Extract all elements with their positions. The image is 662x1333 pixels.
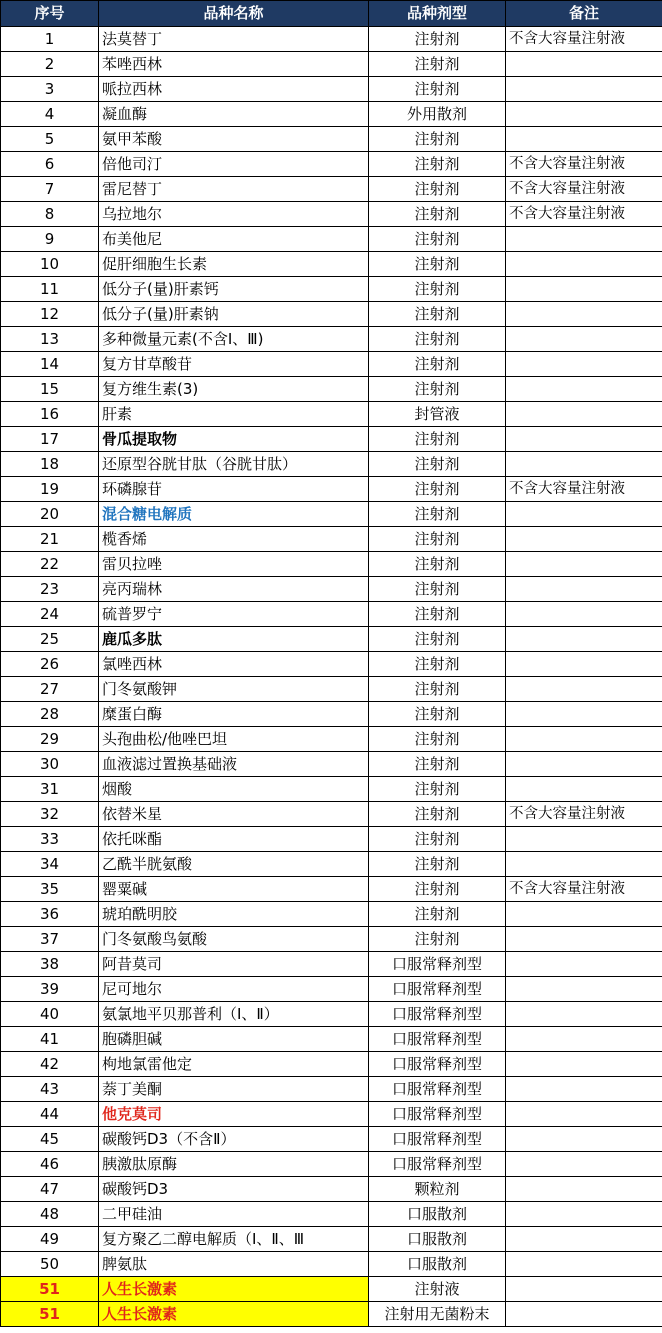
table-row bbox=[1, 252, 662, 277]
table-row bbox=[1, 877, 662, 902]
dosage-form: 口服常释剂型 bbox=[369, 1152, 506, 1177]
table-row bbox=[1, 77, 662, 102]
row-number: 16 bbox=[1, 402, 99, 427]
drug-name: 烟酸 bbox=[99, 777, 369, 802]
remark bbox=[506, 1077, 662, 1102]
dosage-form: 注射剂 bbox=[369, 177, 506, 202]
remark bbox=[506, 652, 662, 677]
dosage-form: 封管液 bbox=[369, 402, 506, 427]
remark bbox=[506, 502, 662, 527]
table-row bbox=[1, 27, 662, 52]
remark bbox=[506, 1052, 662, 1077]
table-row bbox=[1, 977, 662, 1002]
table-row bbox=[1, 1052, 662, 1077]
remark bbox=[506, 127, 662, 152]
remark bbox=[506, 1227, 662, 1252]
table-row bbox=[1, 777, 662, 802]
row-number: 51 bbox=[1, 1302, 99, 1327]
table-row bbox=[1, 502, 662, 527]
row-number: 7 bbox=[1, 177, 99, 202]
dosage-form: 注射剂 bbox=[369, 677, 506, 702]
row-number: 33 bbox=[1, 827, 99, 852]
drug-name: 琥珀酰明胶 bbox=[99, 902, 369, 927]
table-row bbox=[1, 202, 662, 227]
table-body bbox=[1, 27, 662, 1327]
row-number: 18 bbox=[1, 452, 99, 477]
drug-name: 萘丁美酮 bbox=[99, 1077, 369, 1102]
row-number: 24 bbox=[1, 602, 99, 627]
dosage-form: 注射剂 bbox=[369, 752, 506, 777]
drug-name: 榄香烯 bbox=[99, 527, 369, 552]
row-number: 47 bbox=[1, 1177, 99, 1202]
table-row bbox=[1, 102, 662, 127]
remark bbox=[506, 727, 662, 752]
table-row bbox=[1, 577, 662, 602]
remark bbox=[506, 977, 662, 1002]
remark bbox=[506, 527, 662, 552]
table-row bbox=[1, 52, 662, 77]
table-row bbox=[1, 752, 662, 777]
remark bbox=[506, 677, 662, 702]
dosage-form: 注射剂 bbox=[369, 202, 506, 227]
row-number: 10 bbox=[1, 252, 99, 277]
table-row bbox=[1, 802, 662, 827]
drug-name: 碳酸钙D3（不含Ⅱ） bbox=[99, 1127, 369, 1152]
table-row bbox=[1, 327, 662, 352]
drug-name: 门冬氨酸鸟氨酸 bbox=[99, 927, 369, 952]
remark bbox=[506, 1252, 662, 1277]
row-number: 26 bbox=[1, 652, 99, 677]
remark bbox=[506, 452, 662, 477]
remark bbox=[506, 1202, 662, 1227]
table-row bbox=[1, 852, 662, 877]
drug-name: 氨氯地平贝那普利（Ⅰ、Ⅱ） bbox=[99, 1002, 369, 1027]
drug-name: 复方甘草酸苷 bbox=[99, 352, 369, 377]
row-number: 29 bbox=[1, 727, 99, 752]
drug-name: 低分子(量)肝素钠 bbox=[99, 302, 369, 327]
dosage-form: 注射剂 bbox=[369, 327, 506, 352]
table-row bbox=[1, 652, 662, 677]
remark: 不含大容量注射液 bbox=[506, 152, 662, 177]
remark: 不含大容量注射液 bbox=[506, 477, 662, 502]
remark bbox=[506, 927, 662, 952]
table-row bbox=[1, 1302, 662, 1327]
remark bbox=[506, 227, 662, 252]
table-row bbox=[1, 227, 662, 252]
table-row bbox=[1, 902, 662, 927]
table-row bbox=[1, 477, 662, 502]
dosage-form: 注射剂 bbox=[369, 27, 506, 52]
dosage-form: 注射剂 bbox=[369, 827, 506, 852]
row-number: 28 bbox=[1, 702, 99, 727]
remark bbox=[506, 52, 662, 77]
remark: 不含大容量注射液 bbox=[506, 202, 662, 227]
remark bbox=[506, 1152, 662, 1177]
row-number: 36 bbox=[1, 902, 99, 927]
drug-name: 脾氨肽 bbox=[99, 1252, 369, 1277]
dosage-form: 口服常释剂型 bbox=[369, 977, 506, 1002]
table-row bbox=[1, 352, 662, 377]
remark bbox=[506, 577, 662, 602]
remark: 不含大容量注射液 bbox=[506, 177, 662, 202]
row-number: 23 bbox=[1, 577, 99, 602]
row-number: 41 bbox=[1, 1027, 99, 1052]
dosage-form: 注射剂 bbox=[369, 777, 506, 802]
table-row bbox=[1, 1277, 662, 1302]
remark bbox=[506, 377, 662, 402]
row-number: 34 bbox=[1, 852, 99, 877]
table-row bbox=[1, 1177, 662, 1202]
drug-name: 雷尼替丁 bbox=[99, 177, 369, 202]
drug-name: 罂粟碱 bbox=[99, 877, 369, 902]
dosage-form: 注射剂 bbox=[369, 352, 506, 377]
row-number: 49 bbox=[1, 1227, 99, 1252]
drug-name: 头孢曲松/他唑巴坦 bbox=[99, 727, 369, 752]
row-number: 45 bbox=[1, 1127, 99, 1152]
row-number: 4 bbox=[1, 102, 99, 127]
remark bbox=[506, 602, 662, 627]
row-number: 25 bbox=[1, 627, 99, 652]
remark: 不含大容量注射液 bbox=[506, 802, 662, 827]
drug-name: 苯唑西林 bbox=[99, 52, 369, 77]
row-number: 31 bbox=[1, 777, 99, 802]
remark: 不含大容量注射液 bbox=[506, 27, 662, 52]
drug-name: 胰激肽原酶 bbox=[99, 1152, 369, 1177]
table-row bbox=[1, 527, 662, 552]
drug-name: 亮丙瑞林 bbox=[99, 577, 369, 602]
table-row bbox=[1, 727, 662, 752]
dosage-form: 注射剂 bbox=[369, 602, 506, 627]
remark bbox=[506, 352, 662, 377]
drug-name: 促肝细胞生长素 bbox=[99, 252, 369, 277]
row-number: 21 bbox=[1, 527, 99, 552]
dosage-form: 注射剂 bbox=[369, 302, 506, 327]
remark bbox=[506, 852, 662, 877]
row-number: 6 bbox=[1, 152, 99, 177]
remark bbox=[506, 1002, 662, 1027]
table-row bbox=[1, 627, 662, 652]
row-number: 48 bbox=[1, 1202, 99, 1227]
drug-name: 人生长激素 bbox=[99, 1302, 369, 1327]
dosage-form: 注射剂 bbox=[369, 427, 506, 452]
dosage-form: 注射剂 bbox=[369, 277, 506, 302]
remark bbox=[506, 552, 662, 577]
remark bbox=[506, 952, 662, 977]
header-note: 备注 bbox=[506, 1, 662, 27]
drug-name: 骨瓜提取物 bbox=[99, 427, 369, 452]
row-number: 20 bbox=[1, 502, 99, 527]
drug-name: 血液滤过置换基础液 bbox=[99, 752, 369, 777]
row-number: 46 bbox=[1, 1152, 99, 1177]
dosage-form: 注射剂 bbox=[369, 127, 506, 152]
drug-name: 人生长激素 bbox=[99, 1277, 369, 1302]
dosage-form: 注射剂 bbox=[369, 877, 506, 902]
dosage-form: 注射剂 bbox=[369, 552, 506, 577]
drug-name: 低分子(量)肝素钙 bbox=[99, 277, 369, 302]
dosage-form: 注射剂 bbox=[369, 627, 506, 652]
dosage-form: 口服常释剂型 bbox=[369, 1027, 506, 1052]
dosage-form: 口服常释剂型 bbox=[369, 1127, 506, 1152]
dosage-form: 注射剂 bbox=[369, 727, 506, 752]
row-number: 13 bbox=[1, 327, 99, 352]
table-row bbox=[1, 1077, 662, 1102]
dosage-form: 注射剂 bbox=[369, 77, 506, 102]
dosage-form: 注射剂 bbox=[369, 502, 506, 527]
drug-name: 依托咪酯 bbox=[99, 827, 369, 852]
dosage-form: 口服常释剂型 bbox=[369, 1052, 506, 1077]
row-number: 50 bbox=[1, 1252, 99, 1277]
drug-name: 碳酸钙D3 bbox=[99, 1177, 369, 1202]
row-number: 35 bbox=[1, 877, 99, 902]
drug-name: 他克莫司 bbox=[99, 1102, 369, 1127]
remark bbox=[506, 427, 662, 452]
drug-name: 尼可地尔 bbox=[99, 977, 369, 1002]
table-row bbox=[1, 677, 662, 702]
dosage-form: 口服常释剂型 bbox=[369, 1077, 506, 1102]
dosage-form: 外用散剂 bbox=[369, 102, 506, 127]
table-row bbox=[1, 377, 662, 402]
table-row bbox=[1, 952, 662, 977]
drug-name: 依替米星 bbox=[99, 802, 369, 827]
drug-name: 雷贝拉唑 bbox=[99, 552, 369, 577]
drug-name: 凝血酶 bbox=[99, 102, 369, 127]
drug-name: 复方聚乙二醇电解质（Ⅰ、Ⅱ、Ⅲ bbox=[99, 1227, 369, 1252]
remark bbox=[506, 1127, 662, 1152]
drug-name: 门冬氨酸钾 bbox=[99, 677, 369, 702]
drug-name: 肝素 bbox=[99, 402, 369, 427]
row-number: 14 bbox=[1, 352, 99, 377]
drug-name: 哌拉西林 bbox=[99, 77, 369, 102]
drug-name: 二甲硅油 bbox=[99, 1202, 369, 1227]
dosage-form: 注射剂 bbox=[369, 527, 506, 552]
dosage-form: 口服常释剂型 bbox=[369, 952, 506, 977]
drug-name: 复方维生素(3) bbox=[99, 377, 369, 402]
dosage-form: 注射剂 bbox=[369, 452, 506, 477]
table-row bbox=[1, 277, 662, 302]
drug-name: 氯唑西林 bbox=[99, 652, 369, 677]
remark bbox=[506, 752, 662, 777]
drug-name: 混合糖电解质 bbox=[99, 502, 369, 527]
drug-name: 乙酰半胱氨酸 bbox=[99, 852, 369, 877]
row-number: 1 bbox=[1, 27, 99, 52]
dosage-form: 注射液 bbox=[369, 1277, 506, 1302]
row-number: 42 bbox=[1, 1052, 99, 1077]
table-row bbox=[1, 1252, 662, 1277]
drug-name: 枸地氯雷他定 bbox=[99, 1052, 369, 1077]
drug-name: 鹿瓜多肽 bbox=[99, 627, 369, 652]
table-row bbox=[1, 177, 662, 202]
row-number: 17 bbox=[1, 427, 99, 452]
dosage-form: 口服散剂 bbox=[369, 1227, 506, 1252]
remark bbox=[506, 102, 662, 127]
remark bbox=[506, 1102, 662, 1127]
table-row bbox=[1, 1027, 662, 1052]
dosage-form: 颗粒剂 bbox=[369, 1177, 506, 1202]
remark bbox=[506, 827, 662, 852]
row-number: 11 bbox=[1, 277, 99, 302]
row-number: 30 bbox=[1, 752, 99, 777]
table-row bbox=[1, 1002, 662, 1027]
table-row bbox=[1, 302, 662, 327]
table-row bbox=[1, 1227, 662, 1252]
dosage-form: 注射剂 bbox=[369, 152, 506, 177]
header-row bbox=[1, 1, 662, 27]
drug-name: 环磷腺苷 bbox=[99, 477, 369, 502]
drug-name: 法莫替丁 bbox=[99, 27, 369, 52]
row-number: 2 bbox=[1, 52, 99, 77]
dosage-form: 口服散剂 bbox=[369, 1252, 506, 1277]
table-row bbox=[1, 1202, 662, 1227]
table-row bbox=[1, 702, 662, 727]
table-row bbox=[1, 402, 662, 427]
row-number: 40 bbox=[1, 1002, 99, 1027]
dosage-form: 注射剂 bbox=[369, 902, 506, 927]
row-number: 37 bbox=[1, 927, 99, 952]
table-row bbox=[1, 552, 662, 577]
dosage-form: 注射剂 bbox=[369, 377, 506, 402]
table-row bbox=[1, 152, 662, 177]
remark bbox=[506, 277, 662, 302]
row-number: 15 bbox=[1, 377, 99, 402]
row-number: 32 bbox=[1, 802, 99, 827]
remark bbox=[506, 252, 662, 277]
remark bbox=[506, 777, 662, 802]
dosage-form: 注射剂 bbox=[369, 927, 506, 952]
drug-name: 乌拉地尔 bbox=[99, 202, 369, 227]
drug-name: 糜蛋白酶 bbox=[99, 702, 369, 727]
dosage-form: 口服常释剂型 bbox=[369, 1002, 506, 1027]
table-header bbox=[1, 1, 662, 27]
dosage-form: 口服散剂 bbox=[369, 1202, 506, 1227]
remark bbox=[506, 77, 662, 102]
drug-name: 倍他司汀 bbox=[99, 152, 369, 177]
drug-name: 还原型谷胱甘肽（谷胱甘肽） bbox=[99, 452, 369, 477]
row-number: 3 bbox=[1, 77, 99, 102]
table-row bbox=[1, 452, 662, 477]
row-number: 39 bbox=[1, 977, 99, 1002]
dosage-form: 注射剂 bbox=[369, 652, 506, 677]
row-number: 27 bbox=[1, 677, 99, 702]
remark bbox=[506, 1277, 662, 1302]
table-row bbox=[1, 927, 662, 952]
row-number: 8 bbox=[1, 202, 99, 227]
row-number: 22 bbox=[1, 552, 99, 577]
drug-name: 胞磷胆碱 bbox=[99, 1027, 369, 1052]
table-row bbox=[1, 427, 662, 452]
drug-name: 阿昔莫司 bbox=[99, 952, 369, 977]
row-number: 9 bbox=[1, 227, 99, 252]
header-no: 序号 bbox=[1, 1, 99, 27]
table-row bbox=[1, 127, 662, 152]
dosage-form: 口服常释剂型 bbox=[369, 1102, 506, 1127]
row-number: 12 bbox=[1, 302, 99, 327]
dosage-form: 注射剂 bbox=[369, 702, 506, 727]
remark bbox=[506, 302, 662, 327]
table-row bbox=[1, 1152, 662, 1177]
remark bbox=[506, 327, 662, 352]
row-number: 5 bbox=[1, 127, 99, 152]
row-number: 44 bbox=[1, 1102, 99, 1127]
drug-name: 硫普罗宁 bbox=[99, 602, 369, 627]
remark bbox=[506, 1177, 662, 1202]
dosage-form: 注射剂 bbox=[369, 577, 506, 602]
row-number: 19 bbox=[1, 477, 99, 502]
remark bbox=[506, 627, 662, 652]
drug-name: 多种微量元素(不含Ⅰ、Ⅲ) bbox=[99, 327, 369, 352]
dosage-form: 注射剂 bbox=[369, 227, 506, 252]
row-number: 38 bbox=[1, 952, 99, 977]
table-row bbox=[1, 1127, 662, 1152]
table-row bbox=[1, 1102, 662, 1127]
table-row bbox=[1, 827, 662, 852]
dosage-form: 注射剂 bbox=[369, 477, 506, 502]
remark: 不含大容量注射液 bbox=[506, 877, 662, 902]
drug-name: 布美他尼 bbox=[99, 227, 369, 252]
remark bbox=[506, 702, 662, 727]
remark bbox=[506, 1027, 662, 1052]
remark bbox=[506, 402, 662, 427]
header-form: 品种剂型 bbox=[369, 1, 506, 27]
remark bbox=[506, 1302, 662, 1327]
dosage-form: 注射剂 bbox=[369, 852, 506, 877]
table-row bbox=[1, 602, 662, 627]
dosage-form: 注射剂 bbox=[369, 52, 506, 77]
remark bbox=[506, 902, 662, 927]
row-number: 43 bbox=[1, 1077, 99, 1102]
dosage-form: 注射用无菌粉末 bbox=[369, 1302, 506, 1327]
row-number: 51 bbox=[1, 1277, 99, 1302]
dosage-form: 注射剂 bbox=[369, 252, 506, 277]
dosage-form: 注射剂 bbox=[369, 802, 506, 827]
drug-name: 氨甲苯酸 bbox=[99, 127, 369, 152]
header-name: 品种名称 bbox=[99, 1, 369, 27]
